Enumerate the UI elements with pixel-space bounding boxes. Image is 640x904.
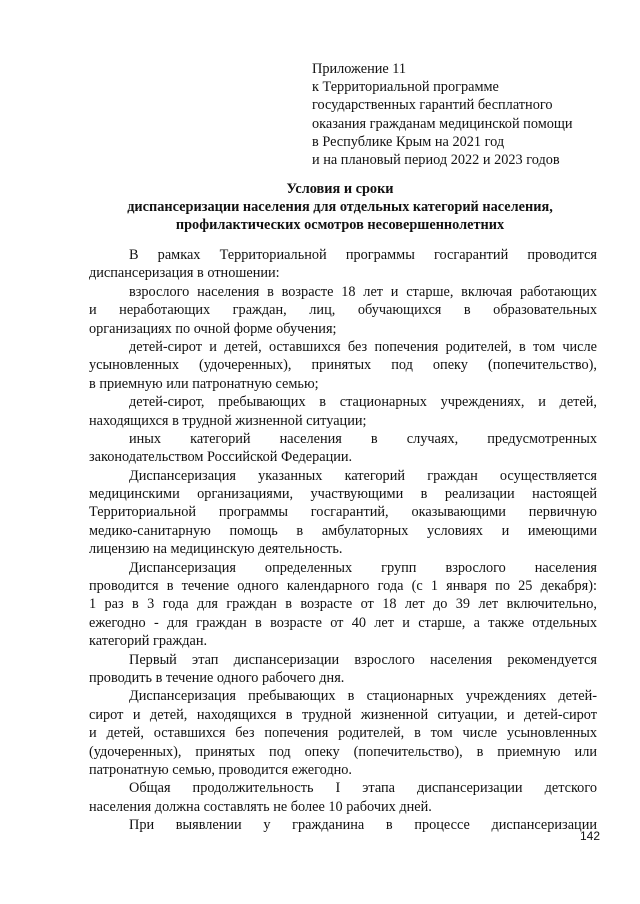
page-number: 142 xyxy=(579,829,600,843)
text-line: диспансеризация в отношении: xyxy=(89,265,280,282)
text-line: организациях по очной форме обучения; xyxy=(89,320,337,337)
annex-line: Приложение 11 xyxy=(312,61,407,77)
text-line: (удочеренных), принятых под опеку (попечительство), в приемную или xyxy=(89,743,597,760)
text-line: медико-санитарную помощь в амбулаторных условиях и имеющими xyxy=(89,522,597,539)
title-line: профилактических осмотров несовершеннолетних xyxy=(175,217,505,233)
text-line: Диспансеризация определенных групп взрослого населения xyxy=(129,559,597,576)
annex-line: к Территориальной программе xyxy=(312,79,499,96)
text-line: Общая продолжительность I этапа диспансеризации детского xyxy=(129,780,597,797)
text-line: лицензию на медицинскую деятельность. xyxy=(89,541,343,558)
annex-line: в Республике Крым на 2021 год xyxy=(312,133,505,150)
text-line: и детей, оставшихся без попечения родителей, в том числе усыновленных xyxy=(89,725,597,742)
text-line: В рамках Территориальной программы госгарантий проводится xyxy=(129,247,597,263)
text-line: иных категорий населения в случаях, предусмотренных xyxy=(129,430,597,447)
text-line: взрослого населения в возрасте 18 лет и старше, включая работающих xyxy=(129,283,597,300)
title-line: Условия и сроки xyxy=(286,181,394,197)
text-line: находящихся в трудной жизненной ситуации; xyxy=(89,412,367,429)
text-line: в приемную или патронатную семью; xyxy=(89,375,319,392)
text-line: категорий граждан. xyxy=(89,633,208,650)
text-line: Диспансеризация указанных категорий граждан осуществляется xyxy=(129,467,597,484)
text-line: ежегодно - для граждан в возрасте от 40 лет и старше, а также отдельных xyxy=(89,614,597,631)
text-line: Территориальной программы госгарантий, оказывающими первичную xyxy=(89,504,597,521)
text-line: Первый этап диспансеризации взрослого населения рекомендуется xyxy=(129,651,597,668)
body-text xyxy=(89,246,597,835)
text-line: Диспансеризация пребывающих в стационарных учреждениях детей- xyxy=(129,688,597,705)
title-line: диспансеризации населения для отдельных категорий населения, xyxy=(127,199,553,215)
annex-header xyxy=(312,60,632,169)
text-line: 1 раз в 3 года для граждан в возрасте от 18 лет до 39 лет включительно, xyxy=(89,596,597,613)
text-line: детей-сирот и детей, оставшихся без попечения родителей, в том числе xyxy=(129,338,597,355)
annex-line: государственных гарантий бесплатного xyxy=(312,97,553,114)
text-line: При выявлении у гражданина в процессе диспансеризации xyxy=(129,817,597,834)
annex-line: оказания гражданам медицинской помощи xyxy=(312,115,573,132)
text-line: населения должна составлять не более 10 рабочих дней. xyxy=(89,798,432,815)
text-line: и неработающих граждан, лиц, обучающихся в образовательных xyxy=(89,302,597,319)
text-line: детей-сирот, пребывающих в стационарных учреждениях, и детей, xyxy=(129,394,597,411)
text-line: медицинскими организациями, участвующими в реализации настоящей xyxy=(89,486,597,503)
text-line: патронатную семью, проводится ежегодно. xyxy=(89,761,352,778)
text-line: усыновленных (удочеренных), принятых под опеку (попечительство), xyxy=(89,357,597,374)
document-title xyxy=(60,180,620,234)
annex-line: и на плановый период 2022 и 2023 годов xyxy=(312,152,560,169)
text-line: законодательством Российской Федерации. xyxy=(89,449,353,466)
text-line: сирот и детей, находящихся в трудной жизненной ситуации, и детей-сирот xyxy=(89,706,597,723)
text-line: проводить в течение одного рабочего дня. xyxy=(89,669,345,686)
text-line: проводится в течение одного календарного года (с 1 января по 25 декабря): xyxy=(89,578,597,595)
